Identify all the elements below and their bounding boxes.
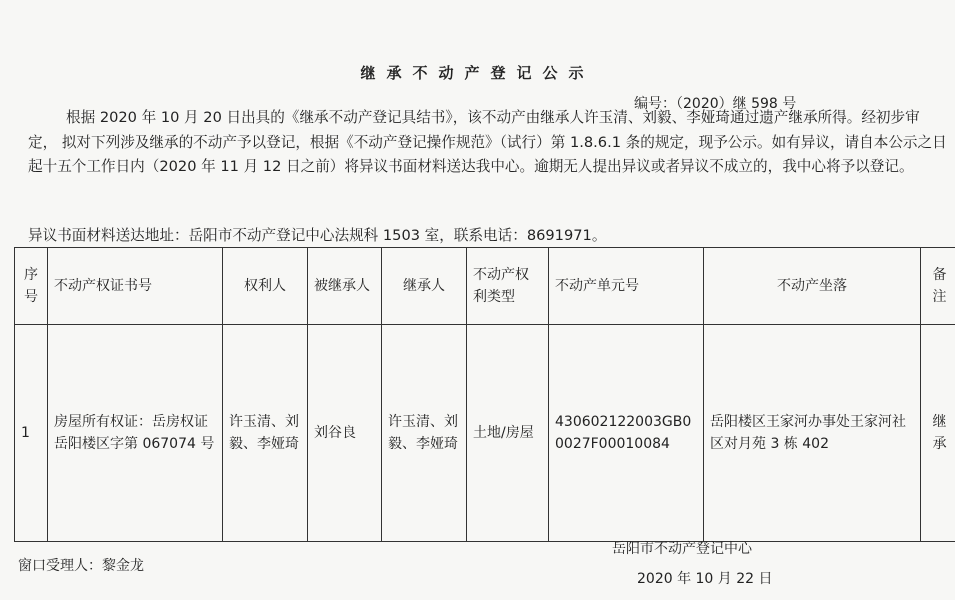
deceased-person: 刘谷良 (308, 325, 382, 542)
right-type: 土地/房屋 (467, 325, 549, 542)
property-location: 岳阳楼区王家河办事处王家河社区对月苑 3 栋 402 (704, 325, 921, 542)
header-cell: 序号 (15, 248, 48, 325)
header-cell: 不动产权证书号 (48, 248, 223, 325)
document-title: 继承不动产登记公示 (360, 64, 595, 82)
issuing-organization: 岳阳市不动产登记中心 (612, 541, 752, 557)
body-paragraph-block (28, 106, 948, 180)
window-receiver: 窗口受理人：黎金龙 (18, 558, 144, 574)
right-holders: 许玉清、刘毅、李娅琦 (223, 325, 308, 542)
certificate-number: 房屋所有权证：岳房权证岳阳楼区字第 067074 号 (48, 325, 223, 542)
property-table (14, 247, 955, 542)
header-cell: 权利人 (223, 248, 308, 325)
header-cell: 不动产坐落 (704, 248, 921, 325)
issue-date: 2020 年 10 月 22 日 (637, 571, 773, 587)
header-cell: 备注 (921, 248, 955, 325)
row-number: 1 (15, 325, 48, 542)
header-cell: 不动产权利类型 (467, 248, 549, 325)
table-header-row (15, 248, 955, 325)
table-row (15, 325, 955, 542)
document-number: 编号：（2020）继 598 号 (634, 96, 797, 112)
header-cell: 被继承人 (308, 248, 382, 325)
objection-address: 异议书面材料送达地址：岳阳市不动产登记中心法规科 1503 室，联系电话：8691971。 (28, 227, 607, 244)
header-cell: 继承人 (382, 248, 467, 325)
header-cell: 不动产单元号 (549, 248, 704, 325)
unit-number: 430602122003GB00027F00010084 (549, 325, 704, 542)
remark: 继承 (921, 325, 955, 542)
heirs: 许玉清、刘毅、李娅琦 (382, 325, 467, 542)
body-paragraph: 根据 2020 年 10 月 20 日出具的《继承不动产登记具结书》，该不动产由继承人许玉清、刘毅、李娅琦通过遗产继承所得。经初步审定， 拟对下列涉及继承的不动产予以登记，根据《不动产登记操作规范》（试行）第 1.8.6.1 条的规定，现予公示。如有异议，请自本公示之日起十五个工作日内（2020 年 11 月 12 日之前）将异议书面材料送达我中心。逾期无人提出异议或者异议不成立的，我中心将予以登记。 (28, 109, 947, 175)
